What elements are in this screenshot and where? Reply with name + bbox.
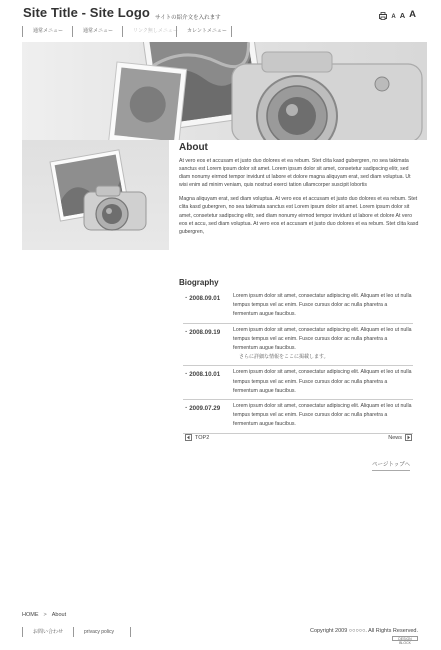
footer-nav (22, 627, 131, 637)
font-size-large-button[interactable]: A (409, 9, 416, 20)
about-section (179, 140, 419, 236)
global-nav (22, 26, 232, 37)
biography-list (183, 290, 413, 434)
arrow-right-icon (405, 434, 412, 441)
bio-text: Lorem ipsum dolor sit amet, consectatur adipiscing elit. Aliquam et leo ut nulla tempus tempus vel ac enim. Fusce cursus dolor ac nulla pharetra a fermentum augue faucibus. (233, 403, 412, 428)
bio-date: ・ 2008.10.01 (183, 368, 233, 396)
list-item (183, 324, 413, 367)
gnav-item-normal-2[interactable]: 通常メニュー (72, 26, 122, 37)
breadcrumb-separator: > (43, 612, 47, 618)
bio-date: ・ 2008.09.01 (183, 292, 233, 320)
list-item (183, 290, 413, 324)
gnav-item-current[interactable]: カレントメニュー (176, 26, 232, 37)
sidebar-image (22, 140, 169, 250)
breadcrumb-current: About (51, 612, 67, 618)
breadcrumb (22, 612, 66, 618)
footer-link-contact[interactable]: お問い合わせ (22, 627, 73, 637)
prev-page-link[interactable] (185, 434, 209, 441)
about-paragraph-1: At vero eos et accusam et justo duo dolores et ea rebum. Stet clita kasd gubergren, no sea takimata sanctus est Lorem ipsum dolor sit amet. Lorem ipsum dolor sit amet, consetetur sadipscing elitr, sed diam nonumy eirmod tempor invidunt ut labore et dolore magna aliquyam erat, sed diam voluptua. Ut wisi enim ad minim veniam, quis nostrud exerci tation ullamcorper suscipit lobortis (179, 158, 411, 189)
next-page-link[interactable] (388, 434, 412, 441)
site-tagline: サイトの紹介文を入れます (155, 15, 221, 21)
font-size-small-button[interactable]: A (391, 13, 396, 20)
bio-text: Lorem ipsum dolor sit amet, consectatur adipiscing elit. Aliquam et leo ut nulla tempus tempus vel ac enim. Fusce cursus dolor ac nulla pharetra a fermentum augue faucibus. (233, 293, 412, 318)
footer-link-privacy[interactable]: privacy policy (73, 627, 131, 637)
font-size-medium-button[interactable]: A (399, 11, 406, 20)
site-header (0, 0, 441, 26)
about-paragraph-2: Magna aliquyam erat, sed diam voluptua. At vero eos et accusam et justo duo dolores et ea rebum. Stet clita kasd gubergren, no sea takimata sanctus est Lorem ipsum dolor sit amet. Lorem ipsum dolor sit amet, consetetur sadipscing elitr, sed diam nonumy eirmod tempor invidunt ut labore et dolore At vero eos et accu, sed diam voluptua. At vero eos et accusam et justo duo dolores et ea rebum. Stet clita kasd gubergren, (179, 196, 419, 235)
copyright: Copyright 2009 ○○○○○. All Rights Reserved. (309, 628, 418, 634)
next-page-label: News (388, 434, 402, 441)
gnav-item-nolink: リンク無しメニュー (122, 26, 176, 37)
gnav-item-normal-1[interactable]: 通常メニュー (22, 26, 72, 37)
prev-page-label: TOP2 (195, 434, 210, 441)
site-logo[interactable]: Site Title - Site Logo (23, 5, 150, 20)
arrow-left-icon (185, 434, 192, 441)
hero-image (22, 42, 427, 140)
bio-text: Lorem ipsum dolor sit amet, consectatur adipiscing elit. Aliquam et leo ut nulla tempus tempus vel ac enim. Fusce cursus dolor ac nulla pharetra a fermentum augue faucibus. さらに詳細な情報をここに掲載します。 (233, 326, 413, 363)
biography-heading: Biography (179, 278, 219, 287)
list-item (183, 366, 413, 400)
print-icon[interactable] (379, 12, 387, 20)
bio-text: Lorem ipsum dolor sit amet, consectatur adipiscing elit. Aliquam et leo ut nulla tempus tempus vel ac enim. Fusce cursus dolor ac nulla pharetra a fermentum augue faucibus. (233, 369, 412, 394)
pager (185, 434, 412, 444)
list-item (183, 400, 413, 434)
breadcrumb-home-link[interactable]: HOME (22, 612, 39, 618)
bio-date: ・ 2008.09.19 (183, 326, 233, 363)
page-top-link[interactable]: ページトップへ (372, 460, 410, 471)
header-tools (379, 10, 416, 20)
design-badge[interactable]: DESIGN BLOCK (392, 636, 418, 641)
bio-more-link[interactable]: さらに詳細な情報をここに掲載します。 (239, 354, 329, 361)
about-heading: About (179, 142, 208, 153)
bio-date: ・ 2009.07.29 (183, 402, 233, 430)
